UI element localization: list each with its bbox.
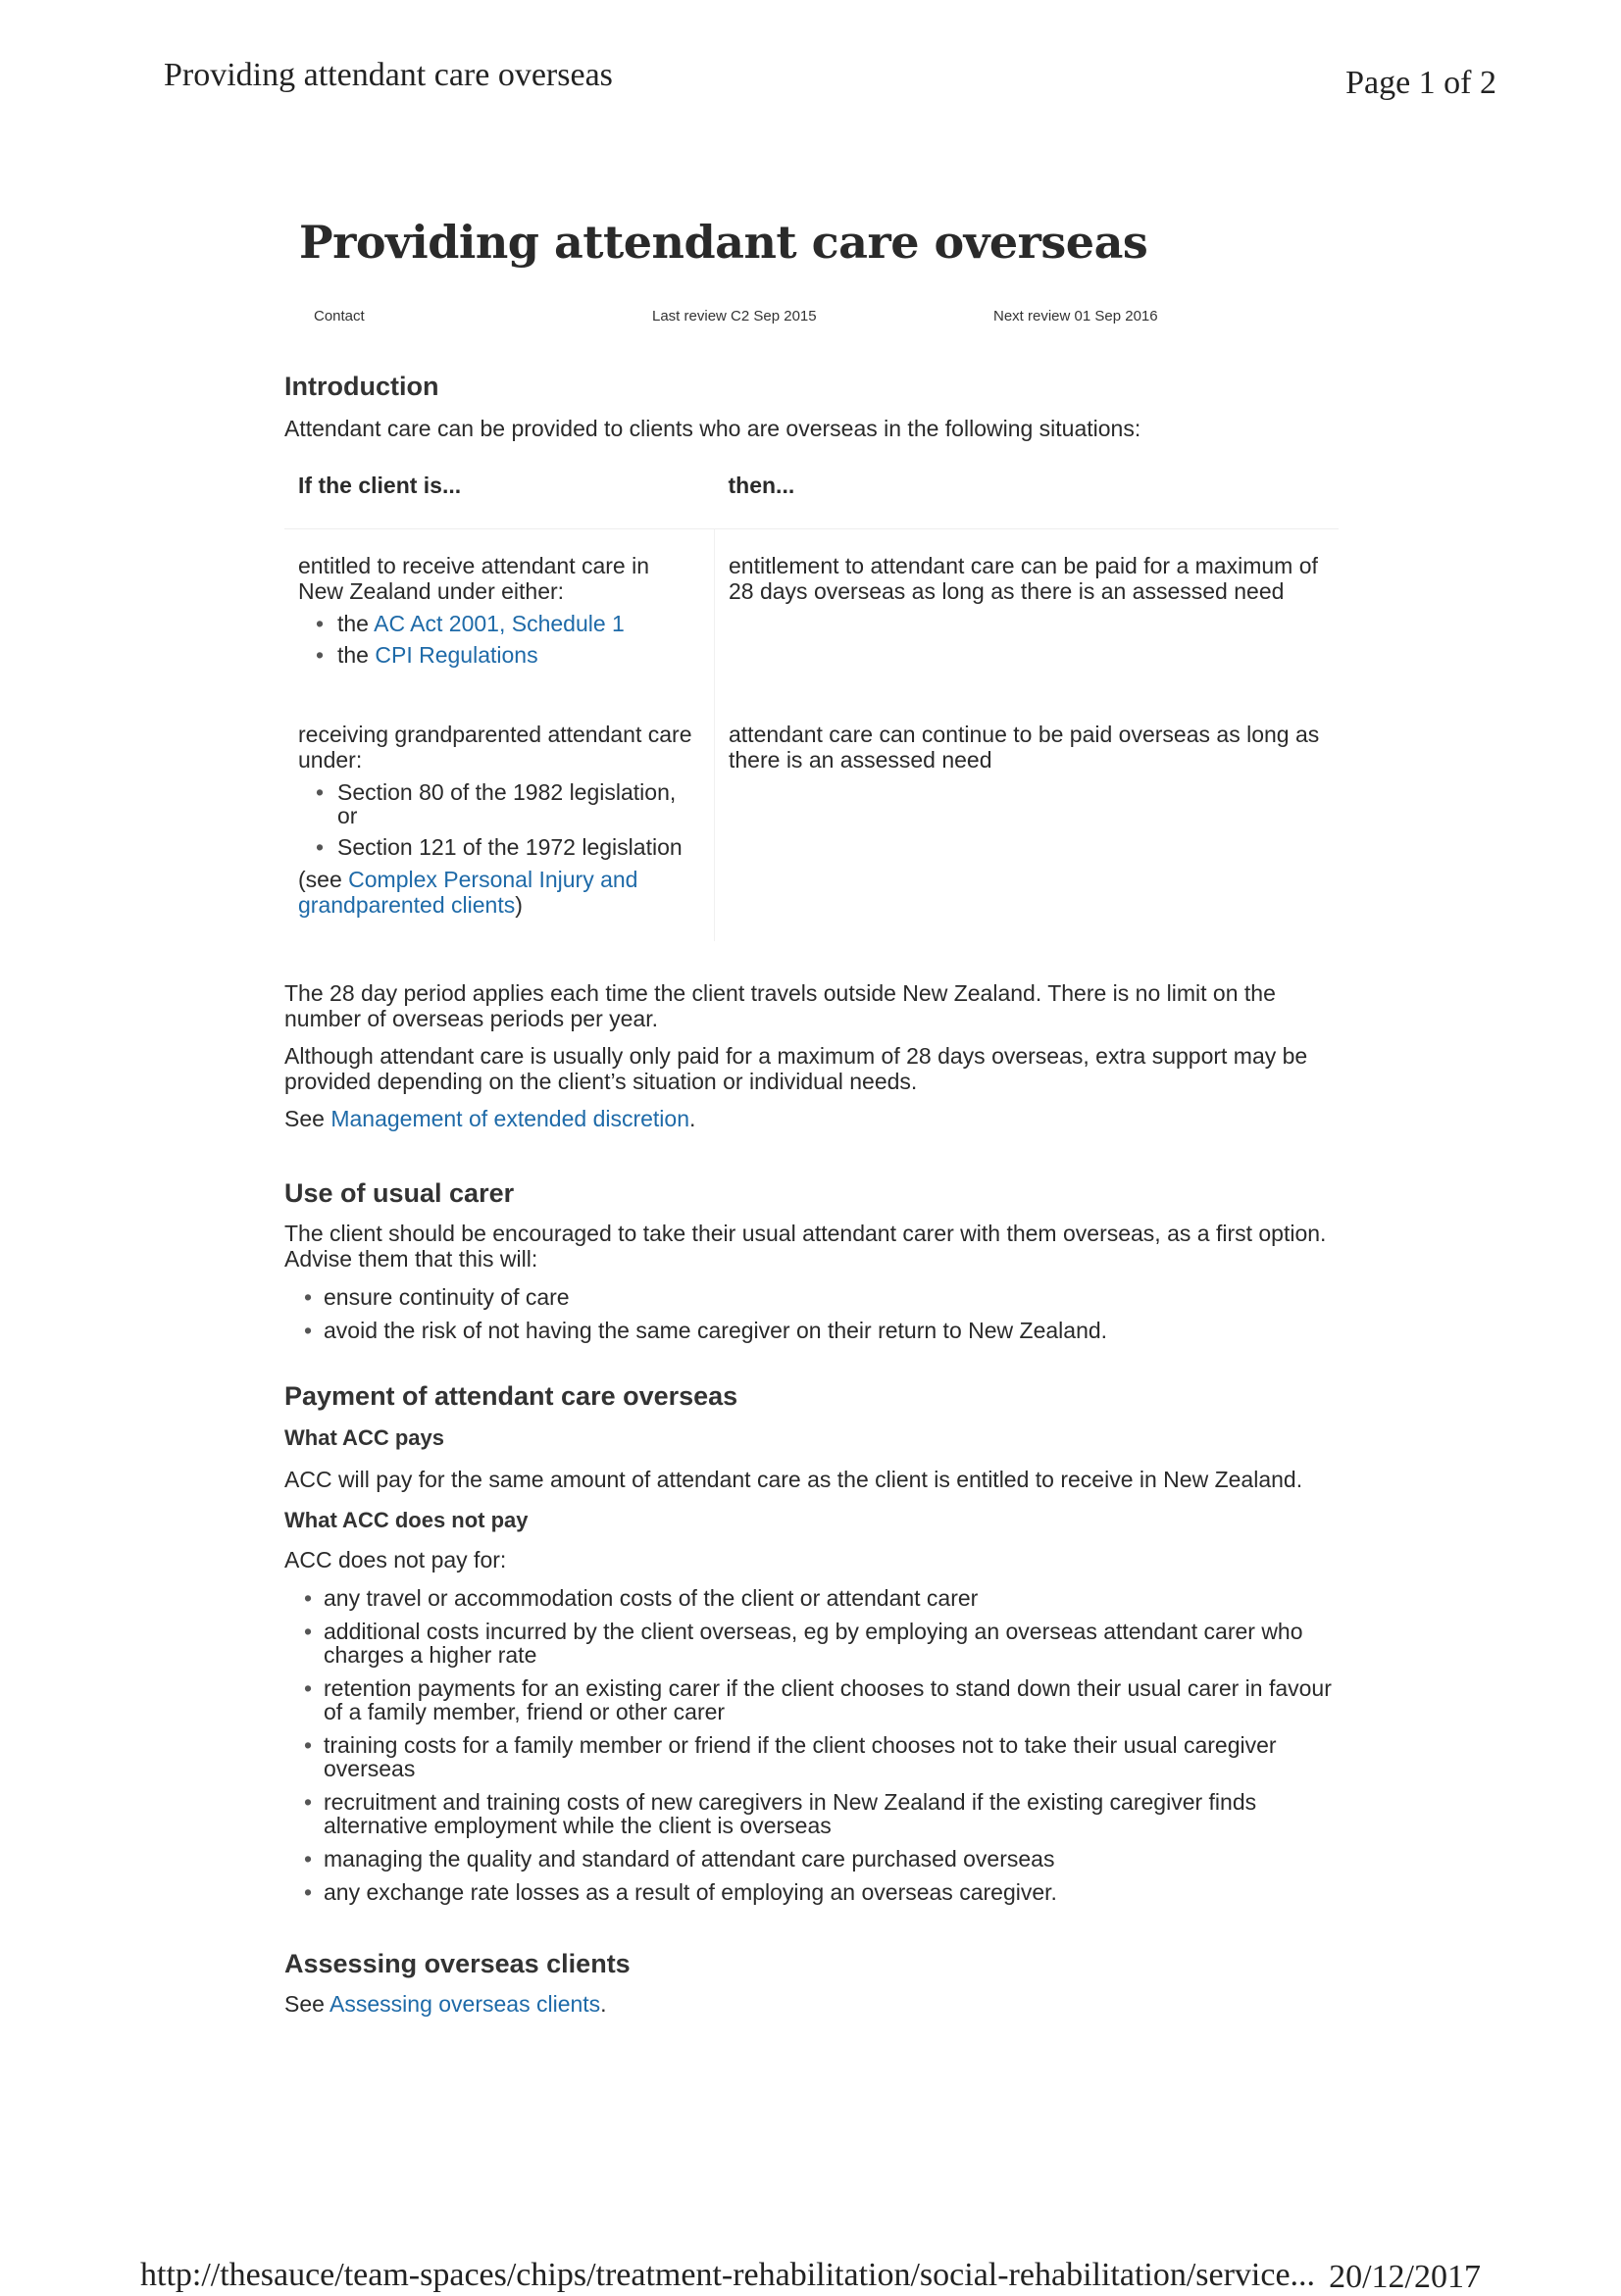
- see-prefix: (see: [298, 867, 349, 892]
- usual-carer-text: The client should be encouraged to take their usual attendant carer with them overseas, as a first option. Advise them that this will:: [284, 1221, 1327, 1272]
- list-item: • Section 121 of the 1972 legislation: [337, 835, 700, 859]
- condition-text: entitled to receive attendant care in New Zealand under either:: [298, 553, 650, 604]
- table-header-row: [284, 459, 1339, 529]
- introduction-text: Attendant care can be provided to clients who are overseas in the following situations:: [284, 416, 1141, 441]
- list-item: • Section 80 of the 1982 legislation, or: [337, 780, 700, 827]
- table-cell-outcome: entitlement to attendant care can be paid for a maximum of 28 days overseas as long as there is an assessed need: [729, 553, 1318, 604]
- table-cell-condition: [284, 698, 715, 941]
- see-suffix: ): [515, 892, 523, 918]
- list-item-prefix: the: [337, 611, 375, 636]
- last-review: Last review C2 Sep 2015: [652, 308, 817, 324]
- assessing-section: [284, 1949, 1353, 2017]
- see-prefix: See: [284, 1106, 331, 1131]
- print-header-title: Providing attendant care overseas: [164, 57, 613, 93]
- introduction-section: [284, 372, 1353, 1131]
- see-also-discretion: [284, 1106, 1353, 1131]
- table-header-then: then...: [715, 459, 1340, 529]
- acc-not-pay-list: [304, 1586, 1353, 1904]
- list-item: • any travel or accommodation costs of the client or attendant carer: [324, 1586, 1353, 1610]
- see-prefix: See: [284, 1991, 330, 2017]
- usual-carer-list: [304, 1285, 1353, 1342]
- table-row: [284, 698, 1339, 941]
- condition-list: [298, 780, 700, 859]
- payment-heading: Payment of attendant care overseas: [284, 1381, 738, 1411]
- see-also: [298, 867, 700, 918]
- print-page-number: Page 1 of 2: [1345, 65, 1496, 101]
- situations-table: [284, 459, 1339, 941]
- condition-text: receiving grandparented attendant care under:: [298, 722, 692, 773]
- list-item: • avoid the risk of not having the same caregiver on their return to New Zealand.: [324, 1319, 1353, 1342]
- list-item: • retention payments for an existing carer if the client chooses to stand down their usual carer in favour of a family member, friend or other carer: [324, 1676, 1353, 1723]
- ac-act-link[interactable]: AC Act 2001, Schedule 1: [374, 611, 625, 636]
- acc-pays-text: ACC will pay for the same amount of attendant care as the client is entitled to receive in New Zealand.: [284, 1467, 1303, 1492]
- contact-link[interactable]: Contact: [314, 308, 365, 324]
- list-item: • training costs for a family member or friend if the client chooses not to take their usual caregiver overseas: [324, 1733, 1353, 1780]
- assessing-heading: Assessing overseas clients: [284, 1949, 631, 1978]
- complex-personal-injury-link[interactable]: Complex Personal Injury and grandparented clients: [298, 867, 638, 918]
- period-paragraph: The 28 day period applies each time the client travels outside New Zealand. There is no limit on the number of overseas periods per year.: [284, 980, 1276, 1031]
- condition-list: [298, 612, 700, 667]
- cpi-regulations-link[interactable]: CPI Regulations: [375, 642, 538, 668]
- usual-carer-section: [284, 1178, 1353, 1342]
- table-row: [284, 529, 1339, 699]
- table-cell-outcome: attendant care can continue to be paid overseas as long as there is an assessed need: [729, 722, 1320, 773]
- usual-carer-heading: Use of usual carer: [284, 1178, 515, 1208]
- list-item: • additional costs incurred by the client overseas, eg by employing an overseas attendant carer who charges a higher rate: [324, 1620, 1353, 1667]
- list-item: • managing the quality and standard of attendant care purchased overseas: [324, 1847, 1353, 1871]
- page-title: Providing attendant care overseas: [299, 216, 1148, 269]
- see-suffix: .: [600, 1991, 607, 2017]
- acc-not-pay-heading: What ACC does not pay: [284, 1508, 529, 1532]
- assessing-overseas-link[interactable]: Assessing overseas clients: [329, 1991, 601, 2017]
- next-review: Next review 01 Sep 2016: [993, 308, 1158, 324]
- extended-discretion-link[interactable]: Management of extended discretion: [330, 1106, 690, 1131]
- list-item-prefix: the: [337, 642, 376, 668]
- see-also-assessing: [284, 1991, 1353, 2017]
- list-item: [337, 643, 700, 667]
- print-footer-url: http://thesauce/team-spaces/chips/treatment-rehabilitation/social-rehabilitation/service...: [140, 2257, 1316, 2293]
- table-cell-condition: [284, 529, 715, 699]
- list-item: [337, 612, 700, 635]
- list-item: • any exchange rate losses as a result of employing an overseas caregiver.: [324, 1880, 1353, 1904]
- see-suffix: .: [689, 1106, 696, 1131]
- acc-not-pay-intro: ACC does not pay for:: [284, 1547, 507, 1572]
- print-footer-date: 20/12/2017: [1329, 2259, 1481, 2295]
- document-content: [284, 216, 1353, 2017]
- extra-support-paragraph: Although attendant care is usually only paid for a maximum of 28 days overseas, extra support may be provided depending on the client’s situation or individual needs.: [284, 1043, 1308, 1094]
- payment-section: [284, 1381, 1353, 1904]
- list-item: • ensure continuity of care: [324, 1285, 1353, 1309]
- table-header-if: If the client is...: [284, 459, 715, 529]
- acc-pays-heading: What ACC pays: [284, 1425, 444, 1450]
- list-item: • recruitment and training costs of new caregivers in New Zealand if the existing caregiver finds alternative employment while the client is overseas: [324, 1790, 1353, 1837]
- introduction-heading: Introduction: [284, 372, 439, 401]
- review-meta: [314, 308, 1353, 324]
